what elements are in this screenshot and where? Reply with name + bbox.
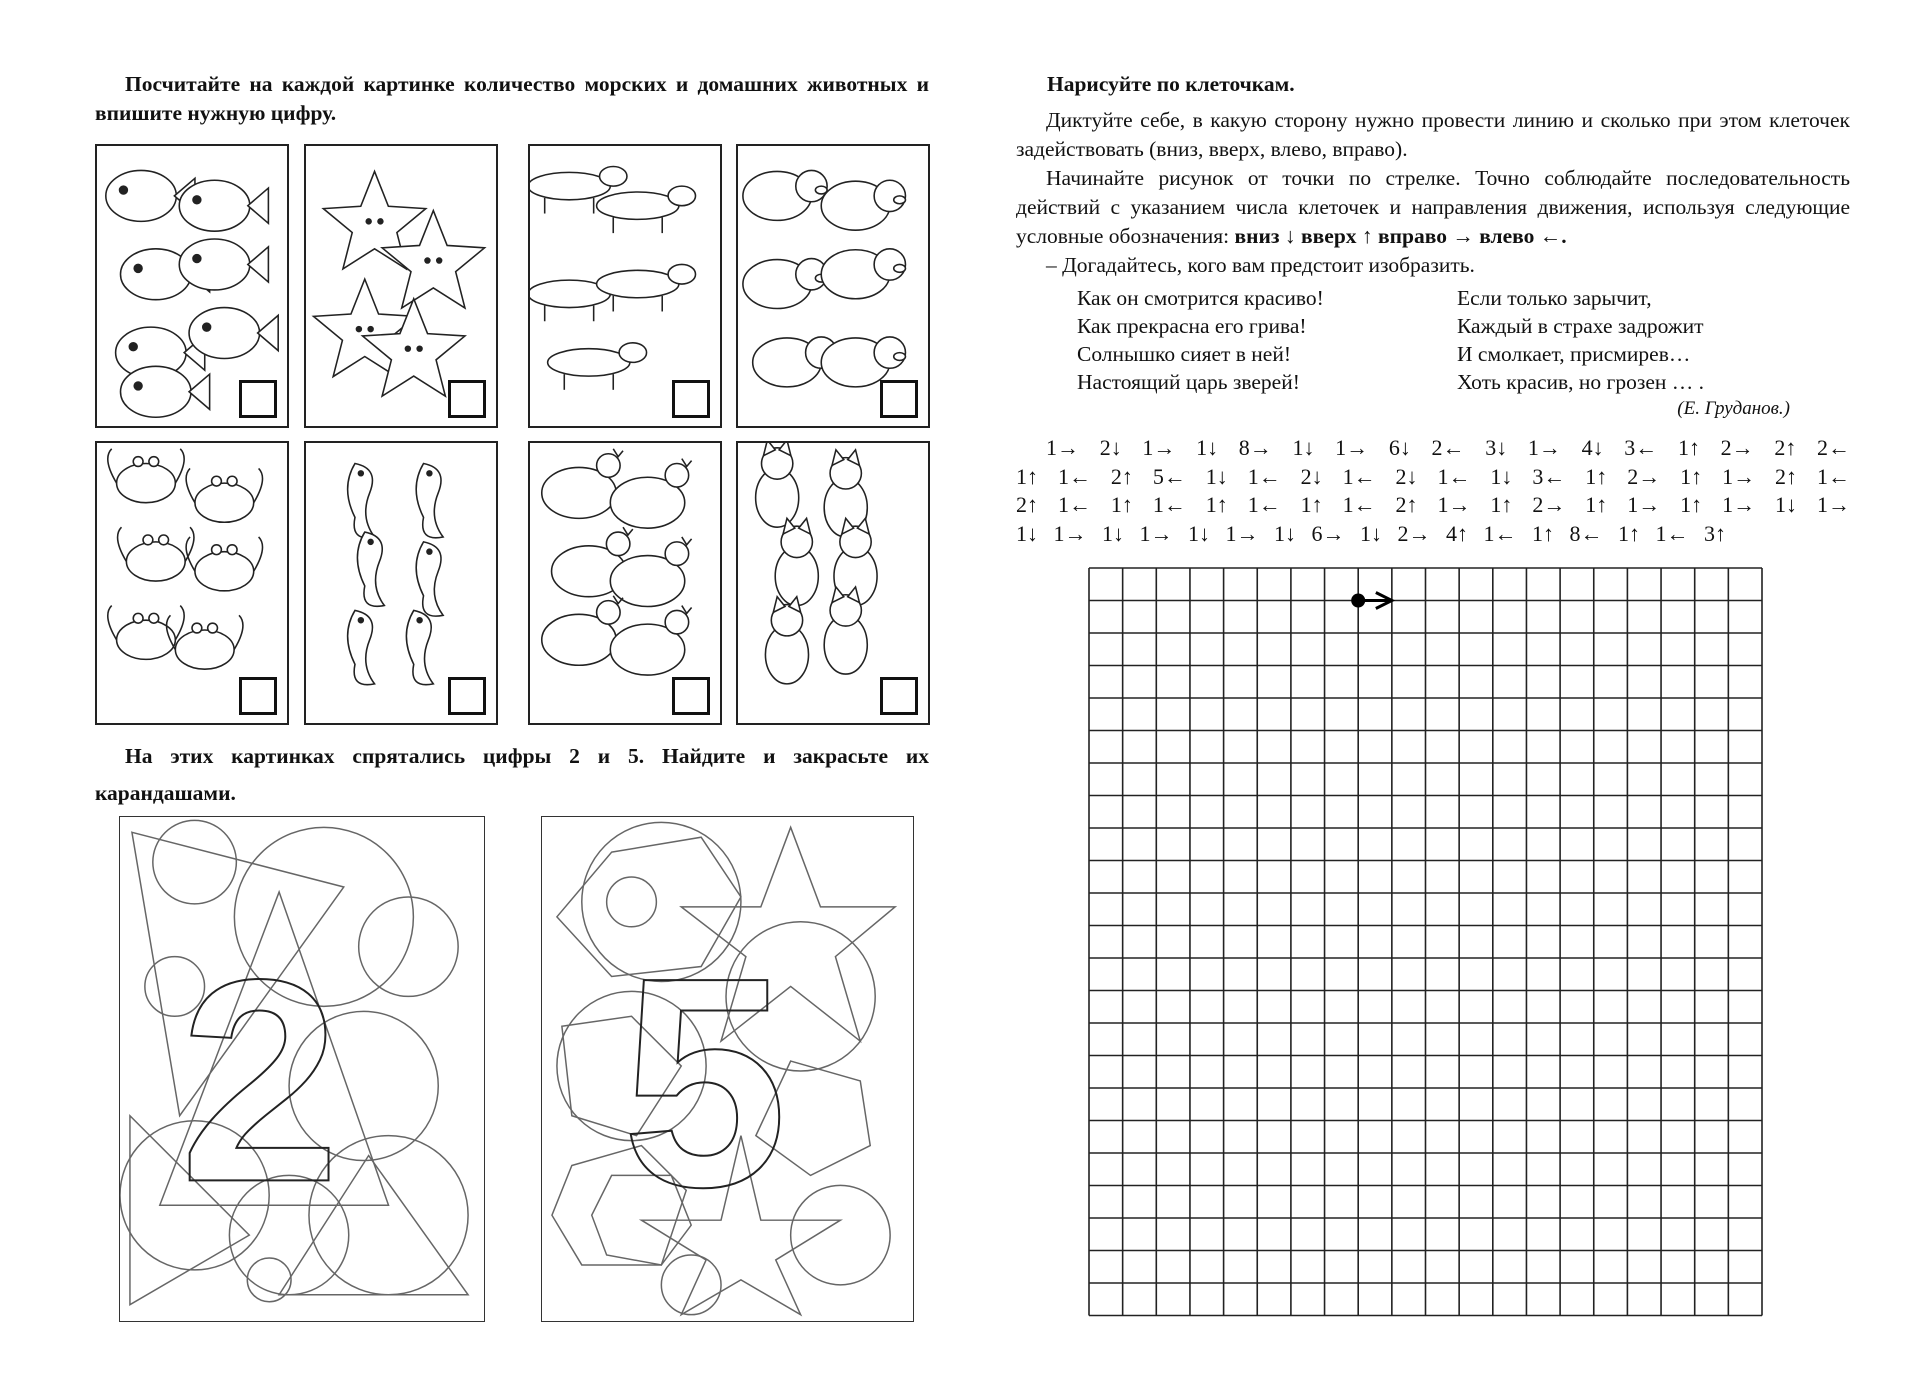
instruction-text: Начинайте рисунок от точки по стрелке. Точно соблюдайте последовательность действий с указанием числа клеточек и направления движения, используя следующие условные обозначения:	[1016, 166, 1850, 248]
poem-line: Если только зарычит,	[1457, 286, 1652, 310]
arrow-step: 1←	[1342, 492, 1376, 518]
arrow-step: 1↑	[1585, 492, 1608, 518]
direction-legend: вниз ↓ вверх ↑ вправо → влево ←.	[1234, 224, 1567, 248]
arrow-step: 1←	[1483, 521, 1517, 547]
grid-task-title: Нарисуйте по клеточкам.	[1047, 72, 1295, 96]
poem-line: Настоящий царь зверей!	[1077, 370, 1300, 394]
task1-title: Посчитайте на каждой картинке количество морских и домашних животных и впишите нужную цифру.	[95, 72, 929, 125]
arrow-step: 1→	[1437, 492, 1471, 518]
arrow-step: 1→	[1053, 521, 1087, 547]
poem-line: Каждый в страхе задрожит	[1457, 314, 1704, 338]
answer-box[interactable]	[880, 677, 918, 715]
hidden-shapes-5	[542, 817, 913, 1321]
answer-box[interactable]	[880, 380, 918, 418]
arrow-step: 2↓	[1300, 463, 1323, 489]
arrow-step: 1→	[1722, 463, 1756, 489]
arrow-step: 1↑	[1016, 463, 1038, 489]
instruction-paragraph-1: Диктуйте себе, в какую сторону нужно провести линию и сколько при этом клеточек задействовать (вниз, вверх, влево, вправо).	[1016, 108, 1850, 161]
answer-box[interactable]	[239, 677, 277, 715]
task2-title: На этих картинках спрятались цифры 2 и 5. Найдите и закрасьте их карандашами.	[95, 744, 929, 805]
arrow-step: 1←	[1247, 492, 1281, 518]
panel-starfish	[304, 144, 498, 428]
arrow-step: 1→	[1139, 521, 1173, 547]
arrow-step: 1←	[1057, 492, 1091, 518]
arrow-step: 2→	[1397, 521, 1431, 547]
poem-author: (Е. Груданов.)	[1677, 398, 1790, 419]
answer-box[interactable]	[672, 677, 710, 715]
arrow-step: 1→	[1046, 435, 1079, 460]
arrow-step: 1↑	[1205, 492, 1228, 518]
question-line: – Догадайтесь, кого вам предстоит изобразить.	[1046, 253, 1475, 277]
arrow-step: 2→	[1627, 463, 1661, 489]
arrow-step: 1↑	[1490, 492, 1513, 518]
arrow-step: 1→	[1225, 521, 1259, 547]
instructions	[1016, 106, 1850, 280]
arrow-step: 2↓	[1099, 435, 1122, 460]
hidden-shapes-2	[120, 817, 484, 1321]
arrow-step: 2↓	[1395, 463, 1418, 489]
arrow-step: 1↓	[1205, 463, 1228, 489]
arrow-step: 3↑	[1704, 521, 1726, 547]
arrow-step: 1→	[1627, 492, 1661, 518]
answer-box[interactable]	[448, 380, 486, 418]
arrow-step: 3←	[1624, 435, 1658, 460]
arrow-step: 4↓	[1581, 435, 1604, 460]
arrow-step: 1↓	[1274, 521, 1296, 547]
poem-line: Хоть красив, но грозен … .	[1457, 370, 1705, 394]
arrow-step: 3↓	[1485, 435, 1508, 460]
arrow-step: 1↓	[1360, 521, 1382, 547]
arrow-step: 1↓	[1775, 492, 1797, 518]
arrow-step: 5←	[1152, 463, 1186, 489]
arrow-step: 1←	[1247, 463, 1281, 489]
arrow-step: 8→	[1238, 435, 1272, 460]
arrow-step: 1←	[1152, 492, 1186, 518]
arrow-step: 1↑	[1532, 521, 1554, 547]
arrow-row	[1016, 520, 1850, 549]
arrow-step: 2→	[1532, 492, 1566, 518]
arrow-step: 1→	[1722, 492, 1756, 518]
panel-crab	[95, 441, 289, 725]
panel-dachshund	[528, 144, 722, 428]
arrow-step: 4↑	[1446, 521, 1468, 547]
arrow-step: 1↑	[1680, 492, 1703, 518]
panel-hen	[528, 441, 722, 725]
panel-seahorse	[304, 441, 498, 725]
arrow-step: 1↑	[1300, 492, 1323, 518]
arrow-step: 1→	[1816, 492, 1850, 518]
drawing-grid[interactable]	[1088, 567, 1765, 1319]
arrow-step: 1↑	[1110, 492, 1133, 518]
panel-cat	[736, 441, 930, 725]
arrow-step: 1↓	[1196, 435, 1219, 460]
arrow-step: 2↑	[1775, 463, 1797, 489]
arrow-step: 2←	[1817, 435, 1850, 460]
hidden-digit-2: 2	[179, 920, 341, 1243]
poem-line: Солнышко сияет в ней!	[1077, 342, 1292, 366]
arrow-step: 1↑	[1585, 463, 1608, 489]
arrow-step: 1←	[1816, 463, 1850, 489]
arrow-step: 1←	[1437, 463, 1471, 489]
arrow-row	[1016, 491, 1850, 520]
arrow-step: 1←	[1655, 521, 1689, 547]
hidden-digit-2-panel	[119, 816, 485, 1322]
arrow-step: 6→	[1311, 521, 1345, 547]
arrow-step: 2↑	[1395, 492, 1418, 518]
answer-box[interactable]	[672, 380, 710, 418]
hidden-digit-5: 5	[621, 916, 788, 1250]
arrow-step: 6↓	[1388, 435, 1411, 460]
arrow-step: 1↑	[1618, 521, 1640, 547]
arrow-row	[1016, 434, 1850, 463]
arrow-row	[1016, 463, 1850, 492]
arrow-dictation	[1016, 434, 1850, 549]
poem-right-column	[1457, 284, 1704, 396]
poem-left-column	[1077, 284, 1324, 396]
arrow-step: 1↓	[1292, 435, 1315, 460]
hidden-digit-5-panel	[541, 816, 914, 1322]
poem-line: Как он смотрится красиво!	[1077, 286, 1324, 310]
arrow-step: 1→	[1335, 435, 1369, 460]
arrow-step: 2↑	[1774, 435, 1797, 460]
arrow-step: 2↑	[1110, 463, 1133, 489]
arrow-step: 1↓	[1490, 463, 1513, 489]
poem-line: Как прекрасна его грива!	[1077, 314, 1307, 338]
arrow-step: 1←	[1342, 463, 1376, 489]
arrow-step: 2←	[1431, 435, 1465, 460]
arrow-step: 1↓	[1188, 521, 1210, 547]
instruction-paragraph-2	[1016, 164, 1850, 251]
panel-fish	[95, 144, 289, 428]
arrow-step: 1←	[1057, 463, 1091, 489]
arrow-step: 1→	[1142, 435, 1176, 460]
arrow-step: 1→	[1527, 435, 1561, 460]
arrow-step: 3←	[1532, 463, 1566, 489]
arrow-step: 1↓	[1102, 521, 1124, 547]
arrow-step: 1↑	[1680, 463, 1703, 489]
panel-pig	[736, 144, 930, 428]
answer-box[interactable]	[239, 380, 277, 418]
arrow-step: 1↓	[1016, 521, 1038, 547]
poem-line: И смолкает, присмирев…	[1457, 342, 1691, 366]
answer-box[interactable]	[448, 677, 486, 715]
arrow-step: 8←	[1569, 521, 1603, 547]
arrow-step: 2→	[1720, 435, 1754, 460]
arrow-step: 1↑	[1677, 435, 1700, 460]
arrow-step: 2↑	[1016, 492, 1038, 518]
